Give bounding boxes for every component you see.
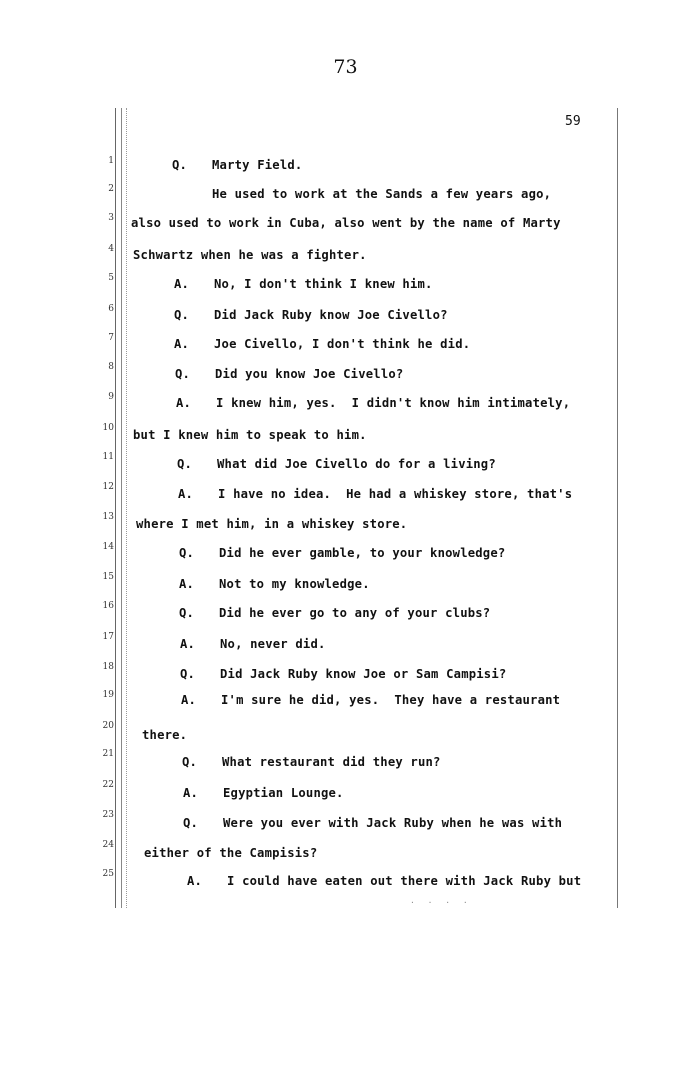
transcript-line [144, 846, 317, 860]
transcript-line [177, 457, 496, 471]
transcript-line [179, 546, 505, 560]
line-text: Joe Civello, I don't think he did. [214, 337, 471, 351]
line-number: 4 [108, 244, 114, 254]
line-text: Schwartz when he was a fighter. [133, 248, 367, 262]
line-text: Did you know Joe Civello? [215, 367, 404, 381]
speaker-label: A. [174, 277, 190, 291]
line-text: What did Joe Civello do for a living? [217, 457, 496, 471]
line-text: there. [142, 728, 188, 742]
right-margin-rule [617, 108, 618, 908]
line-text: Marty Field. [212, 158, 303, 172]
line-text: What restaurant did they run? [222, 755, 441, 769]
transcript-line [172, 158, 302, 172]
left-margin-rule [115, 108, 116, 908]
transcript-line [183, 786, 344, 800]
line-text: but I knew him to speak to him. [133, 428, 367, 442]
speaker-label: A. [178, 487, 194, 501]
transcript-line [136, 517, 407, 531]
line-number: 20 [102, 721, 114, 731]
line-text: Did Jack Ruby know Joe or Sam Campisi? [220, 667, 507, 681]
speaker-label: Q. [179, 606, 195, 620]
speaker-label: Q. [182, 755, 198, 769]
line-number: 3 [108, 213, 114, 223]
speaker-label: Q. [174, 308, 190, 322]
speaker-label: A. [180, 637, 196, 651]
speaker-label: A. [181, 693, 197, 707]
line-number: 21 [102, 749, 114, 759]
speaker-label: A. [179, 577, 195, 591]
line-number: 1 [108, 156, 114, 166]
speaker-label: Q. [177, 457, 193, 471]
line-text: I knew him, yes. I didn't know him intimately, [216, 396, 571, 410]
line-text: Did he ever gamble, to your knowledge? [219, 546, 506, 560]
transcript-line [182, 755, 441, 769]
transcript-line [179, 606, 490, 620]
transcript-line [142, 728, 187, 742]
transcript-line [178, 487, 572, 501]
line-text: Not to my knowledge. [219, 577, 370, 591]
line-text: Did Jack Ruby know Joe Civello? [214, 308, 448, 322]
left-margin-rule-dotted [126, 108, 127, 908]
line-number: 15 [102, 572, 114, 582]
line-number: 25 [102, 869, 114, 879]
line-text: I'm sure he did, yes. They have a restaurant [221, 693, 561, 707]
line-number: 5 [108, 273, 114, 283]
line-number: 24 [102, 840, 114, 850]
transcript-line [133, 428, 367, 442]
speaker-label: Q. [175, 367, 191, 381]
line-number: 9 [108, 392, 114, 402]
speaker-label: A. [174, 337, 190, 351]
transcript-line [175, 367, 403, 381]
line-number: 19 [102, 690, 114, 700]
line-number: 6 [108, 304, 114, 314]
speaker-label: A. [187, 874, 203, 888]
line-text: also used to work in Cuba, also went by the name of Marty [131, 216, 561, 230]
speaker-label: A. [176, 396, 192, 410]
line-text: where I met him, in a whiskey store. [136, 517, 408, 531]
line-number: 13 [102, 512, 114, 522]
line-number: 7 [108, 333, 114, 343]
line-number: 16 [102, 601, 114, 611]
speaker-label: A. [183, 786, 199, 800]
transcript-line [176, 396, 570, 410]
transcript-line [133, 248, 367, 262]
transcript-line [181, 693, 560, 707]
transcript-line [179, 577, 370, 591]
left-margin-rule-inner [121, 108, 122, 908]
speaker-label: Q. [179, 546, 195, 560]
line-text: Were you ever with Jack Ruby when he was with [223, 816, 563, 830]
line-number: 2 [108, 184, 114, 194]
line-number: 8 [108, 362, 114, 372]
line-text: either of the Campisis? [144, 846, 318, 860]
transcript-line [187, 874, 581, 888]
speaker-label: Q. [183, 816, 199, 830]
line-number: 11 [102, 452, 114, 462]
line-number: 22 [102, 780, 114, 790]
transcript-line [180, 637, 326, 651]
scan-artifact: · · · · [410, 898, 472, 907]
line-number: 23 [102, 810, 114, 820]
line-text: I could have eaten out there with Jack Ruby but [227, 874, 582, 888]
line-number: 14 [102, 542, 114, 552]
line-text: He used to work at the Sands a few years ago, [212, 187, 552, 201]
transcript-line [183, 816, 562, 830]
transcript-line [131, 216, 561, 230]
line-text: I have no idea. He had a whiskey store, that's [218, 487, 573, 501]
transcript-line [212, 187, 551, 201]
line-text: Did he ever go to any of your clubs? [219, 606, 491, 620]
transcript-line [180, 667, 506, 681]
speaker-label: Q. [180, 667, 196, 681]
page-number-stamp: 73 [333, 56, 358, 78]
transcript-line [174, 337, 470, 351]
line-number: 17 [102, 632, 114, 642]
speaker-label: Q. [172, 158, 188, 172]
line-text: No, I don't think I knew him. [214, 277, 433, 291]
line-number: 10 [102, 423, 114, 433]
line-number: 18 [102, 662, 114, 672]
transcript-line [174, 308, 448, 322]
line-text: Egyptian Lounge. [223, 786, 344, 800]
transcript-line [174, 277, 433, 291]
line-text: No, never did. [220, 637, 326, 651]
transcript-page-number: 59 [565, 114, 581, 129]
line-number: 12 [102, 482, 114, 492]
